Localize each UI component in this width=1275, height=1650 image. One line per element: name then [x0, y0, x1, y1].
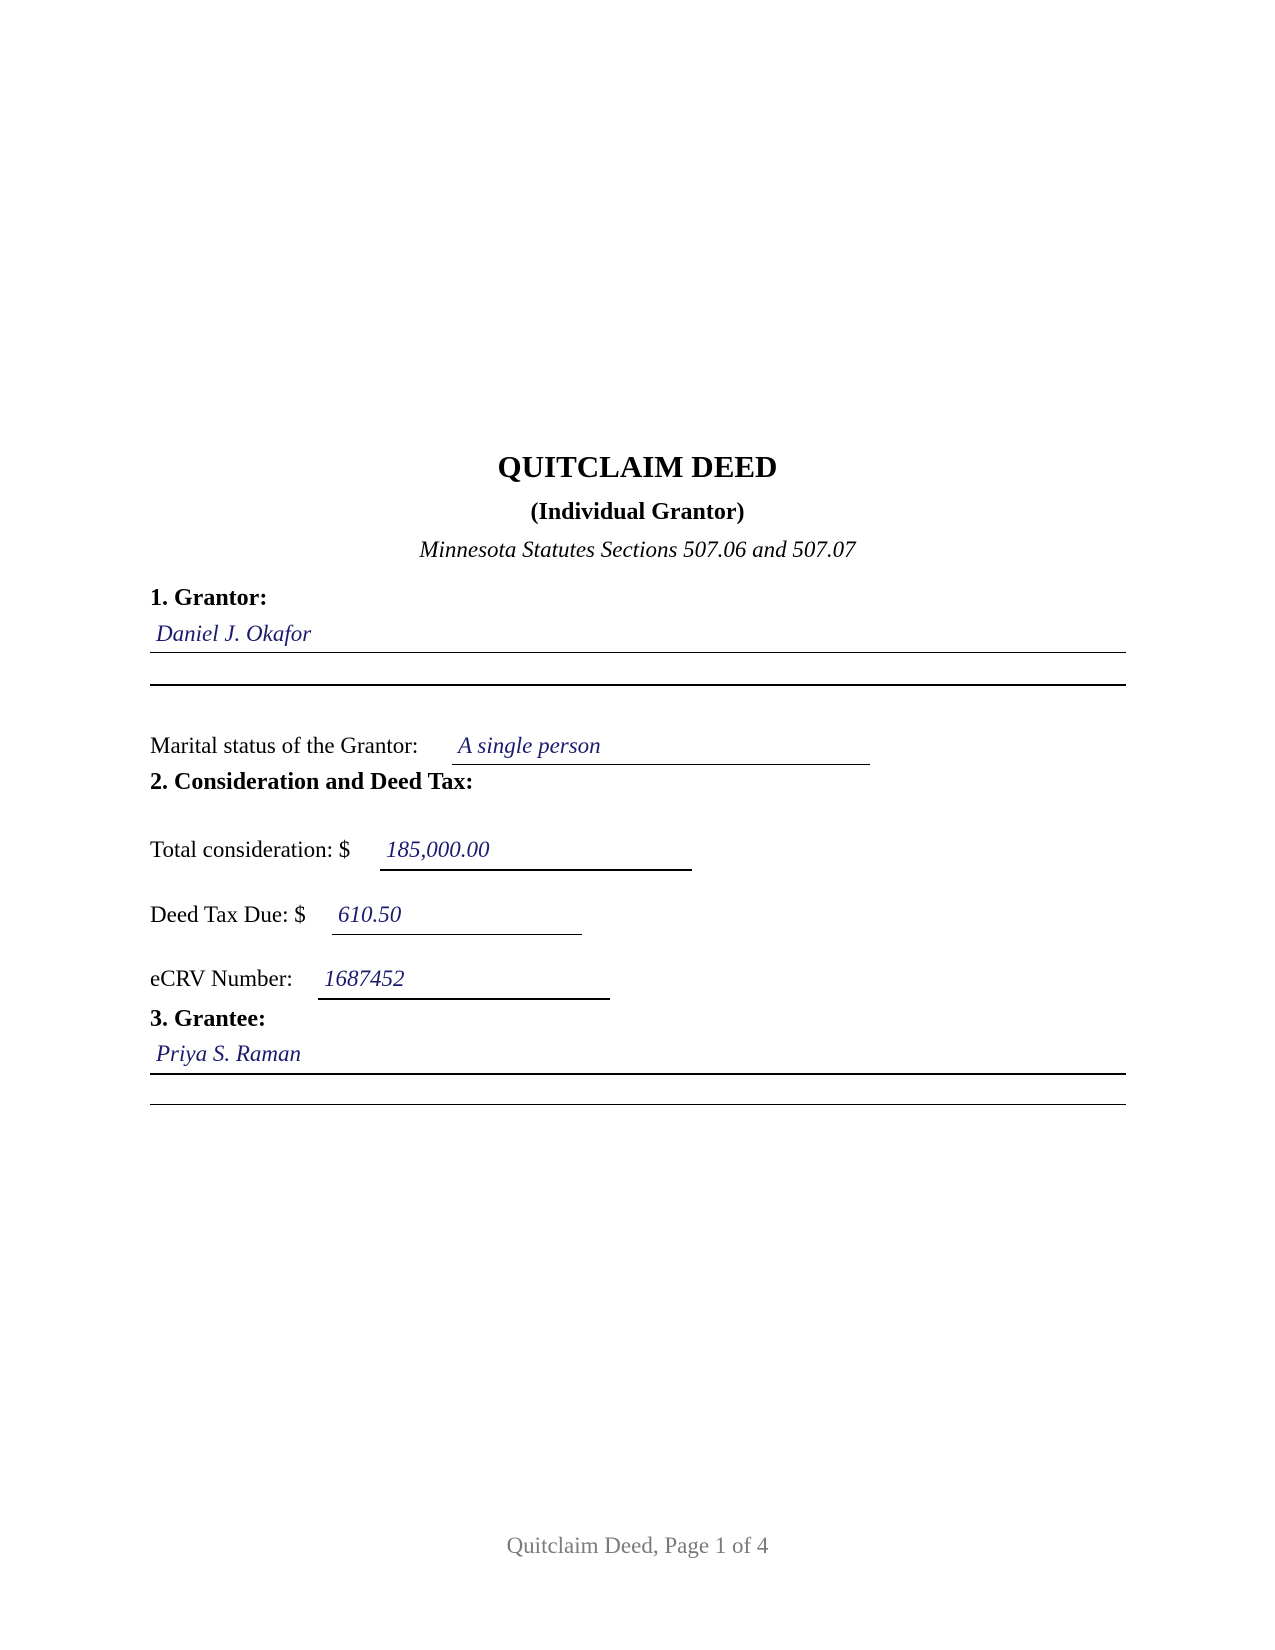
document-subtitle: (Individual Grantor) [530, 499, 745, 525]
grantee-extra-line[interactable] [150, 1104, 1126, 1105]
deed-tax-field[interactable]: 610.50 [338, 902, 402, 927]
grantor-name-field[interactable]: Daniel J. Okafor [156, 621, 312, 646]
total-consideration-field[interactable]: 185,000.00 [386, 837, 490, 862]
grantor-name-line [150, 652, 1126, 653]
document-title: QUITCLAIM DEED [497, 449, 778, 484]
grantor-heading: 1. Grantor: [150, 585, 268, 611]
grantor-extra-line[interactable] [150, 684, 1126, 686]
total-consideration-label: Total consideration: $ [150, 837, 351, 862]
deed-tax-line [332, 934, 582, 935]
ecrv-line [318, 998, 610, 1000]
consideration-heading: 2. Consideration and Deed Tax: [150, 769, 474, 795]
marital-status-line [452, 764, 870, 765]
ecrv-field[interactable]: 1687452 [324, 966, 405, 991]
marital-status-label: Marital status of the Grantor: [150, 733, 419, 758]
deed-tax-label: Deed Tax Due: $ [150, 902, 306, 927]
statute-reference: Minnesota Statutes Sections 507.06 and 507.07 [419, 537, 856, 562]
total-consideration-line [380, 869, 692, 871]
grantee-name-line [150, 1073, 1126, 1075]
page-footer: Quitclaim Deed, Page 1 of 4 [506, 1533, 769, 1558]
grantee-heading: 3. Grantee: [150, 1006, 266, 1032]
grantee-name-field[interactable]: Priya S. Raman [156, 1041, 302, 1066]
ecrv-label: eCRV Number: [150, 966, 293, 991]
marital-status-field[interactable]: A single person [458, 733, 601, 758]
